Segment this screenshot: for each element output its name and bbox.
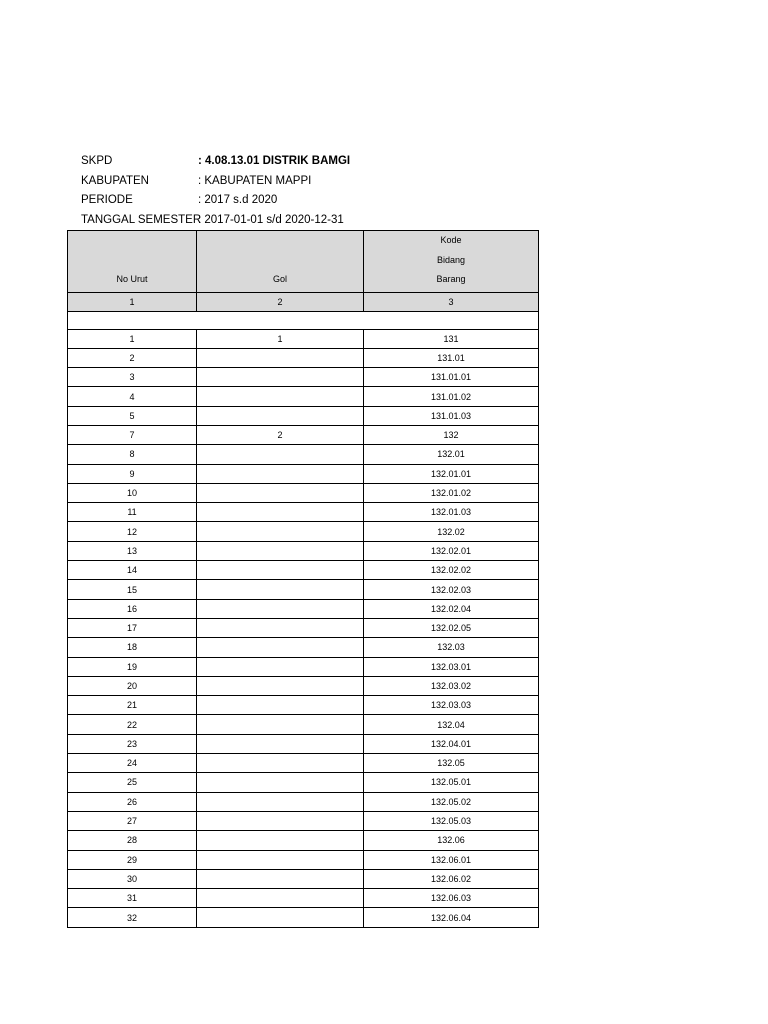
no-urut-cell: 10 — [68, 483, 197, 502]
kode-barang-cell: 132.02.01 — [364, 541, 539, 560]
table-row — [68, 850, 539, 869]
column-number: 1 — [68, 292, 197, 311]
table-row — [68, 541, 539, 560]
no-urut-cell: 24 — [68, 754, 197, 773]
table-row — [68, 676, 539, 695]
gol-cell — [197, 908, 364, 927]
kode-barang-cell: 132.06.03 — [364, 889, 539, 908]
table-row — [68, 329, 539, 348]
kode-barang-cell: 131.01.02 — [364, 387, 539, 406]
table-row — [68, 387, 539, 406]
column-number: 3 — [364, 292, 539, 311]
gol-cell — [197, 792, 364, 811]
kode-barang-cell: 132.02.02 — [364, 561, 539, 580]
table-row — [68, 406, 539, 425]
table-row — [68, 792, 539, 811]
kode-barang-cell: 132.06 — [364, 831, 539, 850]
kode-barang-cell: 132.06.04 — [364, 908, 539, 927]
header-label: TANGGAL SEMESTER — [81, 213, 202, 226]
no-urut-cell: 13 — [68, 541, 197, 560]
gol-cell — [197, 831, 364, 850]
kode-barang-cell: 132.02.03 — [364, 580, 539, 599]
no-urut-cell: 21 — [68, 696, 197, 715]
kode-barang-cell: 132.05 — [364, 754, 539, 773]
no-urut-cell: 15 — [68, 580, 197, 599]
kode-barang-cell: 132.03.01 — [364, 657, 539, 676]
kode-barang-cell: 132.03 — [364, 638, 539, 657]
gol-cell — [197, 522, 364, 541]
table-row — [68, 889, 539, 908]
gol-cell — [197, 406, 364, 425]
gol-cell — [197, 618, 364, 637]
no-urut-cell: 1 — [68, 329, 197, 348]
header-value: : KABUPATEN MAPPI — [198, 174, 312, 187]
table-row — [68, 561, 539, 580]
kode-barang-cell: 132.03.03 — [364, 696, 539, 715]
kode-barang-cell: 132.02.05 — [364, 618, 539, 637]
gol-cell — [197, 696, 364, 715]
spacer-cell — [68, 311, 539, 329]
table-header-row — [68, 231, 539, 293]
column-header-no-urut: No Urut — [68, 231, 197, 293]
gol-cell — [197, 889, 364, 908]
kode-barang-cell: 131 — [364, 329, 539, 348]
no-urut-cell: 4 — [68, 387, 197, 406]
table-row — [68, 908, 539, 927]
kode-barang-cell: 132.04.01 — [364, 734, 539, 753]
gol-cell — [197, 483, 364, 502]
no-urut-cell: 27 — [68, 811, 197, 830]
table-row — [68, 464, 539, 483]
column-header-gol: Gol — [197, 231, 364, 293]
kode-barang-cell: 132 — [364, 425, 539, 444]
kode-barang-cell: 132.06.01 — [364, 850, 539, 869]
kode-barang-cell: 131.01.01 — [364, 368, 539, 387]
no-urut-cell: 25 — [68, 773, 197, 792]
kode-barang-cell: 132.02.04 — [364, 599, 539, 618]
header-label: SKPD — [81, 155, 113, 167]
gol-cell — [197, 368, 364, 387]
gol-cell — [197, 638, 364, 657]
column-header-kode-bidang-barang: Kode Bidang Barang — [364, 231, 539, 293]
table-row — [68, 503, 539, 522]
header-value: : 2017 s.d 2020 — [198, 194, 278, 206]
gol-cell — [197, 869, 364, 888]
no-urut-cell: 12 — [68, 522, 197, 541]
table-row — [68, 734, 539, 753]
no-urut-cell: 16 — [68, 599, 197, 618]
table-row — [68, 580, 539, 599]
header-value: : 4.08.13.01 DISTRIK BAMGI — [198, 155, 351, 167]
no-urut-cell: 5 — [68, 406, 197, 425]
gol-cell — [197, 580, 364, 599]
table-row — [68, 696, 539, 715]
no-urut-cell: 19 — [68, 657, 197, 676]
no-urut-cell: 18 — [68, 638, 197, 657]
gol-cell — [197, 657, 364, 676]
no-urut-cell: 31 — [68, 889, 197, 908]
gol-cell — [197, 715, 364, 734]
kode-barang-cell: 132.01.01 — [364, 464, 539, 483]
column-number-row — [68, 292, 539, 311]
kode-barang-cell: 132.04 — [364, 715, 539, 734]
table-row — [68, 368, 539, 387]
kode-barang-cell: 132.01.02 — [364, 483, 539, 502]
no-urut-cell: 20 — [68, 676, 197, 695]
no-urut-cell: 29 — [68, 850, 197, 869]
table-row — [68, 425, 539, 444]
kode-barang-cell: 132.05.01 — [364, 773, 539, 792]
no-urut-cell: 17 — [68, 618, 197, 637]
kode-barang-cell: 132.06.02 — [364, 869, 539, 888]
gol-cell — [197, 676, 364, 695]
table-row — [68, 348, 539, 367]
kode-barang-cell: 132.02 — [364, 522, 539, 541]
table-row — [68, 715, 539, 734]
gol-cell — [197, 811, 364, 830]
table-row — [68, 869, 539, 888]
gol-cell — [197, 387, 364, 406]
no-urut-cell: 7 — [68, 425, 197, 444]
kode-barang-cell: 132.05.02 — [364, 792, 539, 811]
kode-barang-cell: 132.05.03 — [364, 811, 539, 830]
table-row — [68, 445, 539, 464]
table-row — [68, 831, 539, 850]
gol-cell — [197, 503, 364, 522]
no-urut-cell: 8 — [68, 445, 197, 464]
table-row — [68, 773, 539, 792]
no-urut-cell: 11 — [68, 503, 197, 522]
gol-cell: 1 — [197, 329, 364, 348]
spacer-row — [68, 311, 539, 329]
no-urut-cell: 32 — [68, 908, 197, 927]
no-urut-cell: 14 — [68, 561, 197, 580]
no-urut-cell: 30 — [68, 869, 197, 888]
no-urut-cell: 3 — [68, 368, 197, 387]
no-urut-cell: 9 — [68, 464, 197, 483]
gol-cell — [197, 464, 364, 483]
inventory-code-table — [67, 230, 539, 928]
table-row — [68, 522, 539, 541]
gol-cell — [197, 599, 364, 618]
table-row — [68, 657, 539, 676]
table-row — [68, 599, 539, 618]
gol-cell — [197, 850, 364, 869]
table-row — [68, 811, 539, 830]
gol-cell — [197, 445, 364, 464]
no-urut-cell: 26 — [68, 792, 197, 811]
kode-barang-cell: 131.01 — [364, 348, 539, 367]
gol-cell — [197, 734, 364, 753]
header-label: KABUPATEN — [81, 174, 149, 187]
table-row — [68, 618, 539, 637]
kode-barang-cell: 131.01.03 — [364, 406, 539, 425]
no-urut-cell: 23 — [68, 734, 197, 753]
gol-cell — [197, 541, 364, 560]
column-number: 2 — [197, 292, 364, 311]
gol-cell — [197, 561, 364, 580]
kode-barang-cell: 132.03.02 — [364, 676, 539, 695]
kode-barang-cell: 132.01.03 — [364, 503, 539, 522]
kode-barang-cell: 132.01 — [364, 445, 539, 464]
no-urut-cell: 2 — [68, 348, 197, 367]
no-urut-cell: 22 — [68, 715, 197, 734]
table-row — [68, 483, 539, 502]
gol-cell — [197, 348, 364, 367]
header-value: : 2017-01-01 s/d 2020-12-31 — [198, 213, 344, 226]
no-urut-cell: 28 — [68, 831, 197, 850]
table-row — [68, 638, 539, 657]
gol-cell: 2 — [197, 425, 364, 444]
header-label: PERIODE — [81, 194, 133, 206]
table-row — [68, 754, 539, 773]
gol-cell — [197, 754, 364, 773]
gol-cell — [197, 773, 364, 792]
